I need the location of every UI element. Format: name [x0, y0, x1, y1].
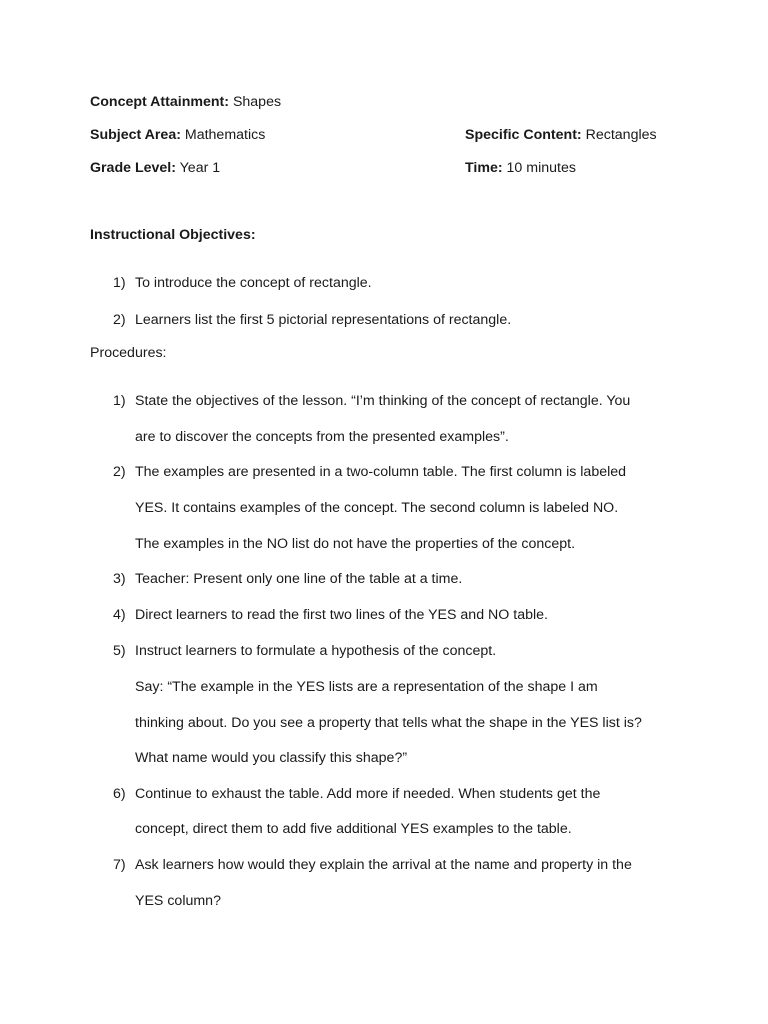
- specific-content-field: [465, 126, 657, 144]
- time-label: Time:: [465, 160, 503, 176]
- procedure-line: What name would you classify this shape?”: [135, 750, 408, 766]
- grade-level-field: [90, 159, 220, 177]
- procedure-line: The examples are presented in a two-column table. The first column is labeled: [135, 464, 627, 480]
- procedure-line: Continue to exhaust the table. Add more if needed. When students get the: [135, 786, 601, 802]
- procedure-number: 2): [113, 464, 126, 480]
- procedure-line: The examples in the NO list do not have the properties of the concept.: [135, 536, 576, 552]
- concept-attainment-field: [90, 93, 281, 111]
- procedure-line: YES. It contains examples of the concept. The second column is labeled NO.: [135, 500, 619, 516]
- concept-value: Shapes: [232, 94, 282, 110]
- subject-area-field: [90, 126, 265, 144]
- procedure-line: Say: “The example in the YES lists are a representation of the shape I am: [135, 679, 598, 695]
- procedure-number: 3): [113, 571, 126, 587]
- procedure-number: 6): [113, 786, 126, 802]
- concept-label: Concept Attainment:: [90, 94, 229, 110]
- procedure-number: 5): [113, 643, 126, 659]
- objective-number: 1): [113, 275, 126, 291]
- objectives-heading: Instructional Objectives:: [90, 227, 256, 243]
- procedure-line: concept, direct them to add five additional YES examples to the table.: [135, 821, 572, 837]
- procedure-number: 1): [113, 393, 126, 409]
- time-value: 10 minutes: [506, 160, 576, 176]
- time-field: [465, 159, 576, 177]
- content-label: Specific Content:: [465, 127, 582, 143]
- subject-value: Mathematics: [184, 127, 266, 143]
- procedure-line: Ask learners how would they explain the arrival at the name and property in the: [135, 857, 632, 873]
- objective-number: 2): [113, 312, 126, 328]
- procedure-line: Direct learners to read the first two lines of the YES and NO table.: [135, 607, 548, 623]
- objective-text: To introduce the concept of rectangle.: [135, 275, 372, 291]
- procedure-line: YES column?: [135, 893, 221, 909]
- grade-value: Year 1: [179, 160, 221, 176]
- procedure-line: Teacher: Present only one line of the table at a time.: [135, 571, 463, 587]
- procedure-line: State the objectives of the lesson. “I’m thinking of the concept of rectangle. You: [135, 393, 631, 409]
- procedure-number: 7): [113, 857, 126, 873]
- content-value: Rectangles: [585, 127, 657, 143]
- procedure-line: thinking about. Do you see a property that tells what the shape in the YES list is?: [135, 715, 642, 731]
- subject-label: Subject Area:: [90, 127, 181, 143]
- procedure-line: Instruct learners to formulate a hypothesis of the concept.: [135, 643, 497, 659]
- objective-text: Learners list the first 5 pictorial representations of rectangle.: [135, 312, 512, 328]
- procedure-number: 4): [113, 607, 126, 623]
- procedures-heading: Procedures:: [90, 345, 167, 361]
- procedure-line: are to discover the concepts from the presented examples”.: [135, 429, 509, 445]
- grade-label: Grade Level:: [90, 160, 176, 176]
